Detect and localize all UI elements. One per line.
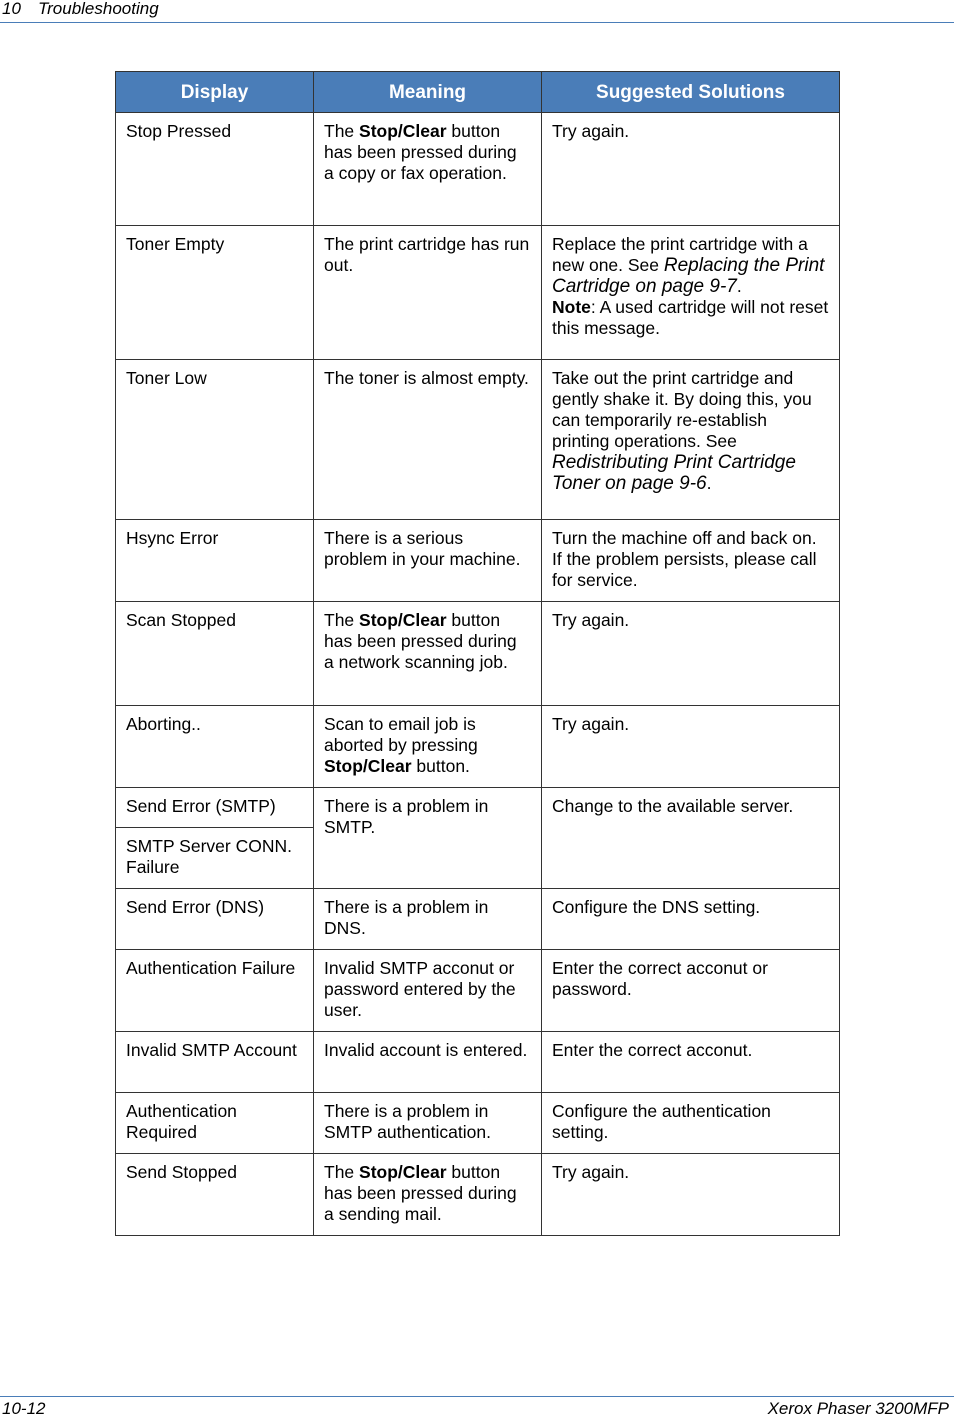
table-row: [116, 113, 840, 226]
troubleshooting-table: [115, 71, 840, 1236]
display-cell: Send Error (DNS): [116, 889, 314, 950]
meaning-cell: [314, 113, 542, 226]
table-row: [116, 520, 840, 602]
meaning-cell: There is a problem in SMTP.: [314, 788, 542, 889]
meaning-text: button has been pressed during a network scanning job.: [324, 610, 517, 672]
table-row: [116, 889, 840, 950]
meaning-text: The: [324, 121, 360, 141]
table-row: [116, 360, 840, 520]
solution-cell: Configure the authentication setting.: [542, 1093, 840, 1154]
footer-rule: [0, 1396, 954, 1397]
display-cell: Send Stopped: [116, 1154, 314, 1236]
column-header-display: Display: [116, 72, 314, 113]
display-cell: Stop Pressed: [116, 113, 314, 226]
display-cell: Authentication Failure: [116, 950, 314, 1032]
solution-cell: Configure the DNS setting.: [542, 889, 840, 950]
solution-cell: [542, 226, 840, 360]
cross-reference-link[interactable]: Replacing the Print Cartridge on page 9-7: [552, 255, 825, 297]
meaning-text: Scan to email job is aborted by pressing: [324, 714, 478, 755]
meaning-text: button.: [411, 756, 470, 776]
solution-cell: Change to the available server.: [542, 788, 840, 889]
solution-cell: Try again.: [542, 706, 840, 788]
table-row: [116, 226, 840, 360]
solution-text: Take out the print cartridge and gently shake it. By doing this, you can temporarily re-establish printing operations. See: [552, 368, 812, 451]
button-name: Stop/Clear: [359, 121, 447, 141]
table-row: [116, 950, 840, 1032]
solution-text: .: [736, 276, 742, 296]
meaning-text: button has been pressed during a copy or fax operation.: [324, 121, 517, 183]
table-row: [116, 1093, 840, 1154]
meaning-text: button has been pressed during a sending mail.: [324, 1162, 517, 1224]
page-number: 10-12: [2, 1399, 46, 1418]
solution-cell: Try again.: [542, 113, 840, 226]
meaning-text: The: [324, 1162, 360, 1182]
meaning-cell: The toner is almost empty.: [314, 360, 542, 520]
display-cell: Invalid SMTP Account: [116, 1032, 314, 1093]
column-header-solutions: Suggested Solutions: [542, 72, 840, 113]
note-text: : A used cartridge will not reset this message.: [552, 297, 829, 338]
solution-text: .: [706, 473, 712, 493]
chapter-title: Troubleshooting: [38, 0, 159, 18]
solution-cell: Enter the correct acconut.: [542, 1032, 840, 1093]
meaning-cell: There is a problem in SMTP authentication.: [314, 1093, 542, 1154]
note-label: Note: [552, 297, 591, 317]
table-row: [116, 706, 840, 788]
button-name: Stop/Clear: [324, 756, 412, 776]
meaning-text: The: [324, 610, 360, 630]
solution-cell: [542, 360, 840, 520]
button-name: Stop/Clear: [359, 610, 447, 630]
meaning-cell: The print cartridge has run out.: [314, 226, 542, 360]
cross-reference-link[interactable]: Redistributing Print Cartridge Toner on page 9-6: [552, 452, 796, 494]
table-row: [116, 1032, 840, 1093]
meaning-cell: [314, 706, 542, 788]
solution-cell: Try again.: [542, 1154, 840, 1236]
table-header-row: [116, 72, 840, 113]
product-name: Xerox Phaser 3200MFP: [767, 1399, 949, 1418]
header-rule: [0, 22, 954, 23]
display-cell: Send Error (SMTP): [116, 788, 314, 828]
button-name: Stop/Clear: [359, 1162, 447, 1182]
display-cell: Toner Empty: [116, 226, 314, 360]
display-cell: Toner Low: [116, 360, 314, 520]
solution-text: Replace the print cartridge with a new one. See: [552, 234, 808, 275]
display-cell: SMTP Server CONN. Failure: [116, 828, 314, 889]
meaning-cell: [314, 1154, 542, 1236]
meaning-cell: There is a serious problem in your machine.: [314, 520, 542, 602]
running-header: [2, 0, 159, 18]
meaning-cell: There is a problem in DNS.: [314, 889, 542, 950]
meaning-cell: [314, 602, 542, 706]
display-cell: Hsync Error: [116, 520, 314, 602]
meaning-cell: Invalid SMTP acconut or password entered by the user.: [314, 950, 542, 1032]
table-row: [116, 1154, 840, 1236]
solution-cell: Turn the machine off and back on. If the problem persists, please call for service.: [542, 520, 840, 602]
column-header-meaning: Meaning: [314, 72, 542, 113]
table-row: [116, 602, 840, 706]
meaning-cell: Invalid account is entered.: [314, 1032, 542, 1093]
table-row: [116, 788, 840, 828]
display-cell: Aborting..: [116, 706, 314, 788]
solution-cell: Enter the correct acconut or password.: [542, 950, 840, 1032]
display-cell: Authentication Required: [116, 1093, 314, 1154]
display-cell: Scan Stopped: [116, 602, 314, 706]
chapter-number: 10: [2, 0, 21, 18]
solution-cell: Try again.: [542, 602, 840, 706]
